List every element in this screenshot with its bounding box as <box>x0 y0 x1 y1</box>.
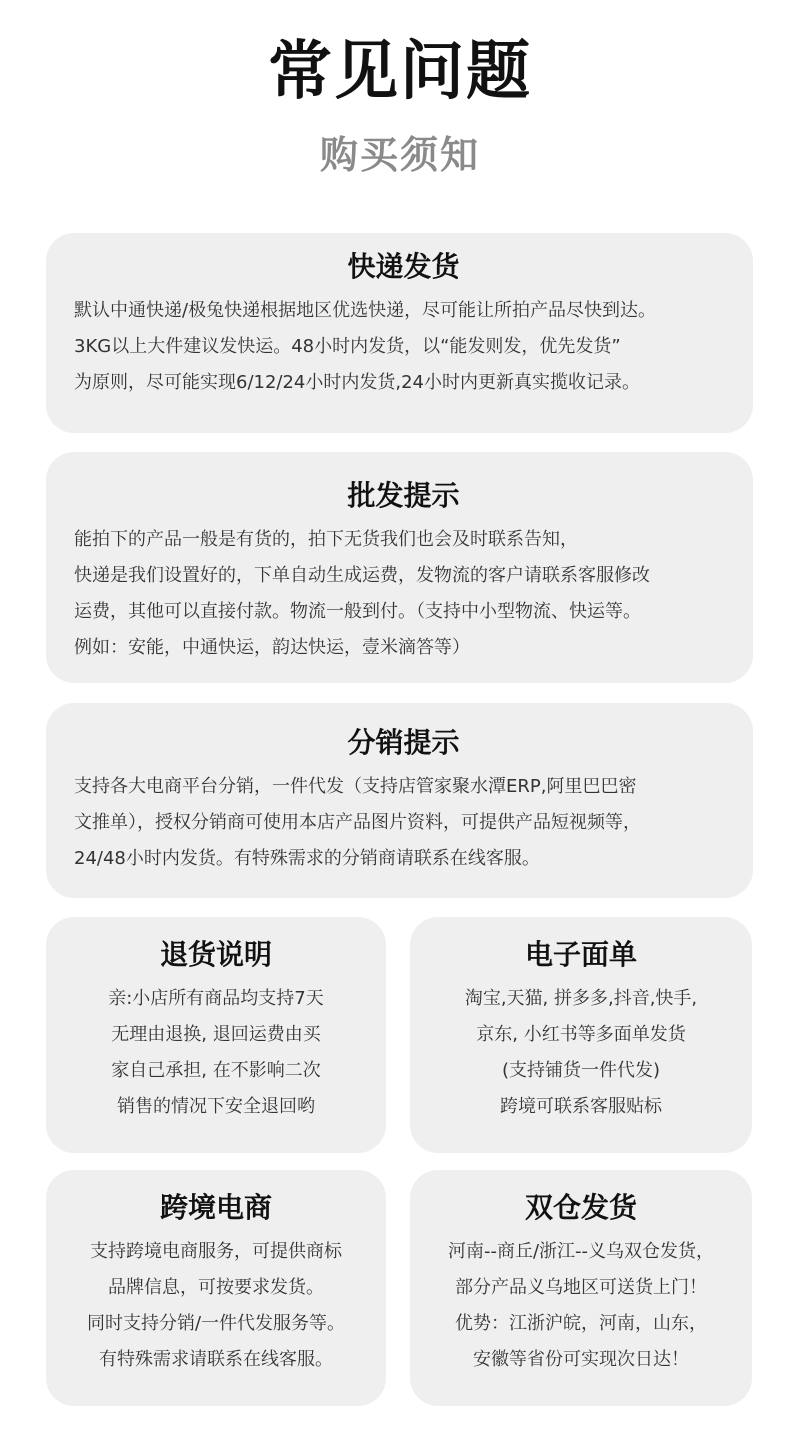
cross-border-card-title: 跨境电商 <box>159 1191 272 1224</box>
return-policy-card-line: 无理由退换, 退回运费由买 <box>111 1024 321 1045</box>
dual-warehouse-card-line: 部分产品义乌地区可送货上门！ <box>455 1277 707 1298</box>
shipping-card-title: 快递发货 <box>347 250 460 283</box>
e-waybill-card-title: 电子面单 <box>524 938 637 971</box>
e-waybill-card-line: (支持铺货一件代发) <box>501 1060 661 1081</box>
return-policy-card-title: 退货说明 <box>159 938 272 971</box>
cross-border-card-line: 有特殊需求请联系在线客服。 <box>99 1349 333 1370</box>
distribution-card-line: 支持各大电商平台分销，一件代发（支持店管家聚水潭ERP,阿里巴巴密 <box>74 776 637 797</box>
cross-border-card-line: 品牌信息，可按要求发货。 <box>108 1277 324 1298</box>
shipping-card-line: 默认中通快递/极兔快递根据地区优选快递，尽可能让所拍产品尽快到达。 <box>74 300 657 321</box>
cross-border-card <box>46 1170 386 1406</box>
distribution-card-title: 分销提示 <box>347 726 460 759</box>
wholesale-card-line: 快递是我们设置好的，下单自动生成运费，发物流的客户请联系客服修改 <box>74 565 650 586</box>
wholesale-card-line: 运费，其他可以直接付款。物流一般到付。（支持中小型物流、快运等。 <box>74 601 641 622</box>
shipping-card <box>46 233 753 433</box>
wholesale-card <box>46 452 753 683</box>
cross-border-card-line: 支持跨境电商服务，可提供商标 <box>90 1241 342 1262</box>
return-policy-card <box>46 917 386 1153</box>
cross-border-card-line: 同时支持分销/一件代发服务等。 <box>86 1313 346 1334</box>
e-waybill-card <box>410 917 752 1153</box>
wholesale-card-title: 批发提示 <box>347 479 460 512</box>
dual-warehouse-card-line: 优势：江浙沪皖，河南，山东， <box>455 1313 707 1334</box>
dual-warehouse-card-title: 双仓发货 <box>524 1191 637 1224</box>
distribution-card-line: 24/48小时内发货。有特殊需求的分销商请联系在线客服。 <box>74 848 540 869</box>
return-policy-card-line: 家自己承担, 在不影响二次 <box>111 1060 321 1081</box>
distribution-card <box>46 703 753 898</box>
e-waybill-card-line: 京东, 小红书等多面单发货 <box>476 1024 686 1045</box>
e-waybill-card-line: 跨境可联系客服贴标 <box>500 1096 662 1117</box>
shipping-card-line: 3KG以上大件建议发快运。48小时内发货，以“能发则发，优先发货” <box>74 336 621 357</box>
distribution-card-line: 文推单），授权分销商可使用本店产品图片资料，可提供产品短视频等， <box>74 812 641 833</box>
wholesale-card-line: 例如：安能，中通快运，韵达快运，壹米滴答等） <box>74 637 470 658</box>
dual-warehouse-card <box>410 1170 752 1406</box>
return-policy-card-line: 亲:小店所有商品均支持7天 <box>108 988 324 1009</box>
shipping-card-line: 为原则，尽可能实现6/12/24小时内发货,24小时内更新真实揽收记录。 <box>74 372 641 393</box>
dual-warehouse-card-line: 安徽等省份可实现次日达！ <box>473 1349 689 1370</box>
page-subtitle: 购买须知 <box>319 133 480 177</box>
return-policy-card-line: 销售的情况下安全退回哟 <box>117 1096 315 1117</box>
e-waybill-card-line: 淘宝,天猫, 拼多多,抖音,快手, <box>464 988 698 1009</box>
page-title: 常见问题 <box>268 35 532 109</box>
dual-warehouse-card-line: 河南--商丘/浙江--义乌双仓发货， <box>447 1241 715 1262</box>
wholesale-card-line: 能拍下的产品一般是有货的，拍下无货我们也会及时联系告知， <box>74 529 578 550</box>
